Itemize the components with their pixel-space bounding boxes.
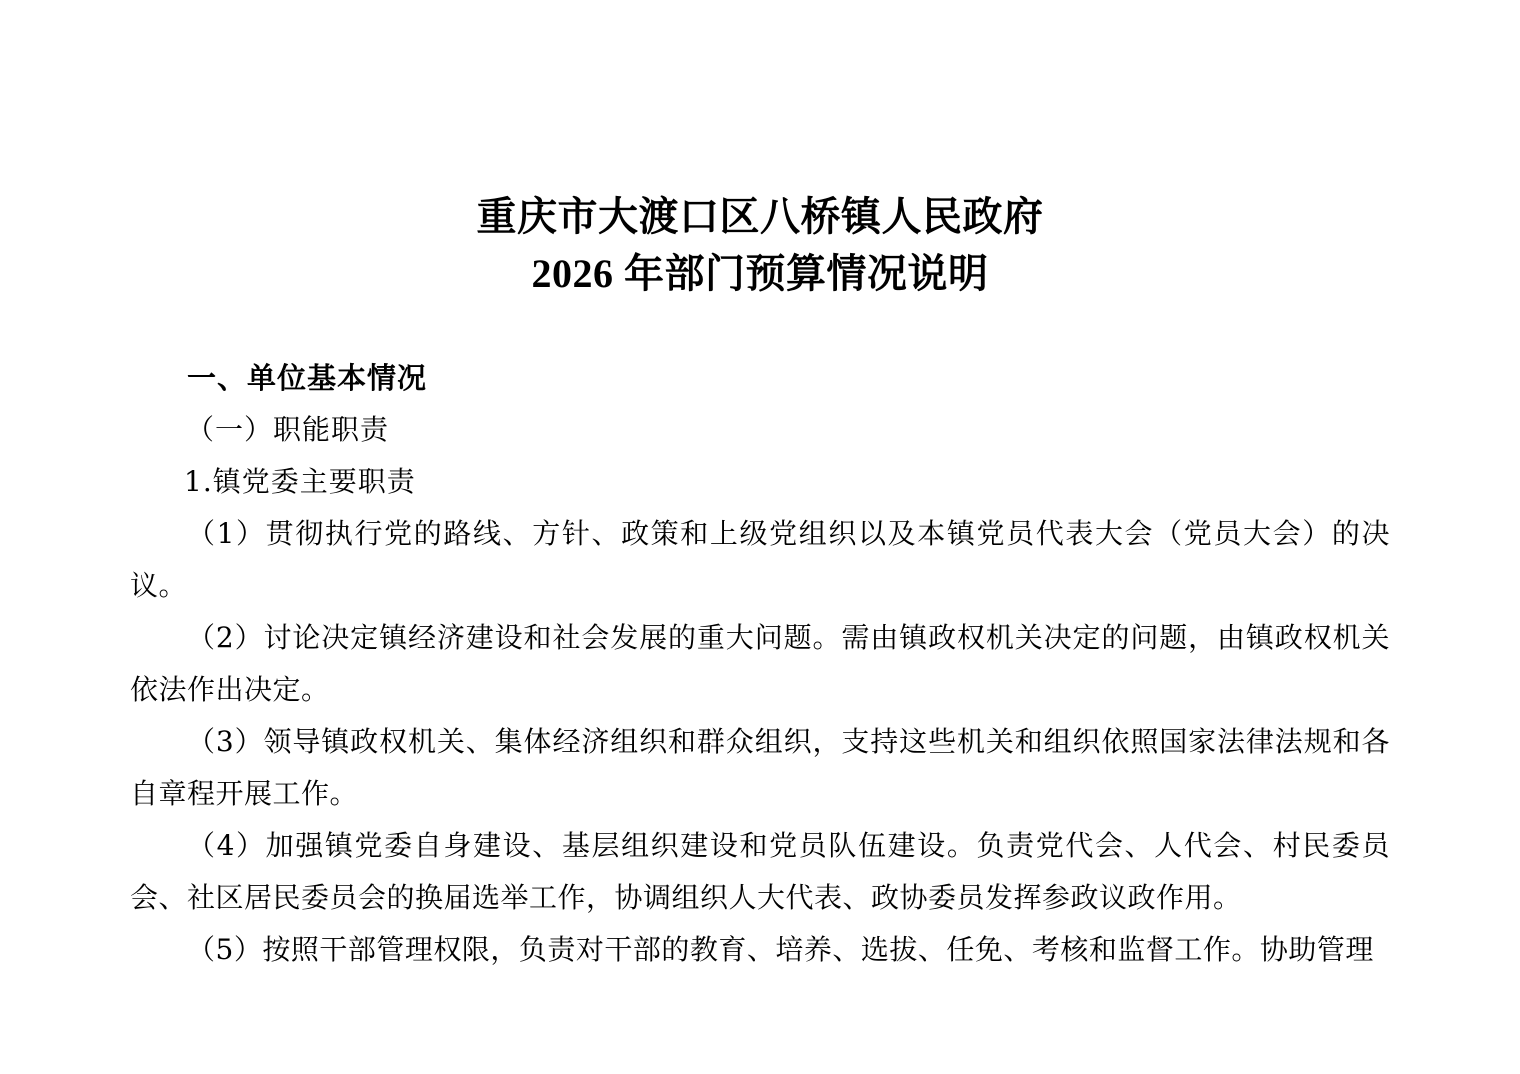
item-heading-town-party-committee-duties: 1.镇党委主要职责: [184, 465, 416, 498]
document-body: [130, 352, 1390, 976]
paragraph-duty-2: （2）讨论决定镇经济建设和社会发展的重大问题。需由镇政权机关决定的问题，由镇政权机关依法作出决定。: [130, 621, 1390, 706]
paragraph-duty-3: （3）领导镇政权机关、集体经济组织和群众组织，支持这些机关和组织依照国家法律法规和各自章程开展工作。: [130, 725, 1390, 810]
subsection-heading-functions-duties: （一）职能职责: [186, 413, 390, 446]
paragraph-duty-1: （1）贯彻执行党的路线、方针、政策和上级党组织以及本镇党员代表大会（党员大会）的决议。: [130, 517, 1390, 602]
paragraph-duty-4: （4）加强镇党委自身建设、基层组织建设和党员队伍建设。负责党代会、人代会、村民委员会、社区居民委员会的换届选举工作，协调组织人大代表、政协委员发挥参政议政作用。: [130, 829, 1390, 914]
document-title: [0, 0, 1520, 302]
document-title-line-2: 2026 年部门预算情况说明: [531, 251, 989, 296]
paragraph-duty-5: （5）按照干部管理权限，负责对干部的教育、培养、选拔、任免、考核和监督工作。协助管理: [187, 933, 1374, 966]
document-title-line-1: 重庆市大渡口区八桥镇人民政府: [476, 194, 1044, 239]
section-heading-unit-basic-info: 一、单位基本情况: [187, 361, 428, 395]
